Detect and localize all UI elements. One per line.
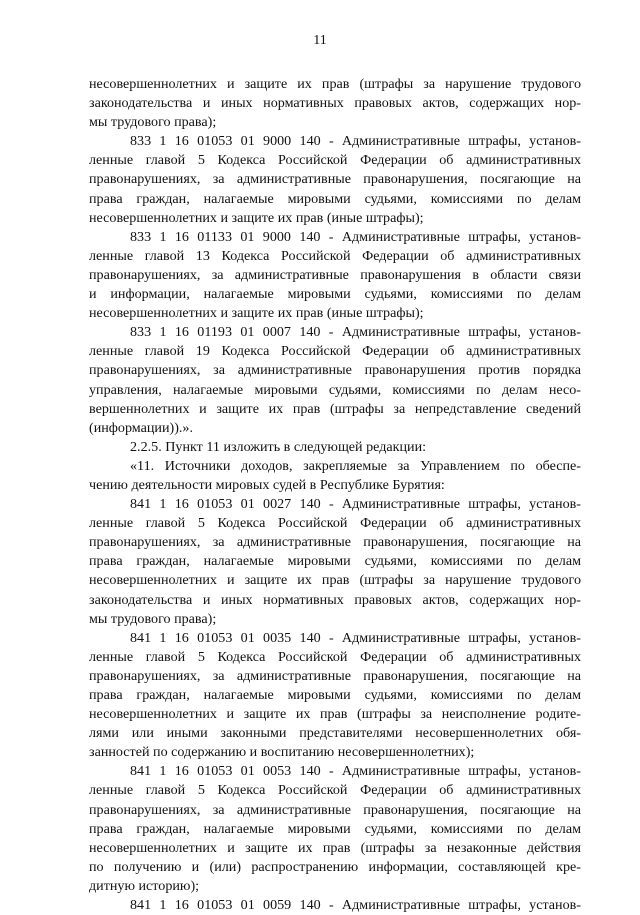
text-line: права граждан, налагаемые мировыми судьями, комиссиями по делам: [89, 553, 581, 570]
text-line: несовершеннолетних и защите их прав (штрафы за нарушение трудового: [89, 572, 581, 589]
text-line: права граждан, налагаемые мировыми судьями, комиссиями по делам: [89, 190, 581, 207]
text-line: 841 1 16 01053 01 0059 140 - Административные штрафы, установ-: [130, 897, 581, 914]
text-line: правонарушениях, за административные правонарушения, посягающие на: [89, 801, 581, 818]
text-line: 841 1 16 01053 01 0053 140 - Административные штрафы, установ-: [130, 763, 581, 780]
text-line: мы трудового права);: [89, 114, 217, 131]
text-line: дитную историю);: [89, 877, 200, 894]
text-line: несовершеннолетних и защите их прав (штрафы за нарушение трудового: [89, 76, 581, 92]
text-line: 833 1 16 01193 01 0007 140 - Административные штрафы, установ-: [130, 324, 581, 341]
text-line: 833 1 16 01053 01 9000 140 - Административные штрафы, установ-: [130, 133, 581, 150]
text-line: ленные главой 5 Кодекса Российской Федерации об административных: [89, 782, 581, 799]
text-line: ленные главой 5 Кодекса Российской Федерации об административных: [89, 648, 581, 665]
text-line: правонарушениях, за административные правонарушения, посягающие на: [89, 667, 581, 684]
text-line: вершеннолетних и защите их прав (штрафы за непредставление сведений: [89, 400, 581, 417]
text-line: мы трудового права);: [89, 610, 217, 627]
text-line: (информации)).».: [89, 419, 193, 436]
text-line: несовершеннолетних и защите их прав (иные штрафы);: [89, 305, 424, 322]
text-line: по получению и (или) распространению информации, составляющей кре-: [89, 858, 581, 875]
text-line: ленные главой 13 Кодекса Российской Федерации об административных: [89, 247, 581, 264]
text-line: правонарушениях, за административные правонарушения, посягающие на: [89, 171, 581, 188]
text-line: права граждан, налагаемые мировыми судьями, комиссиями по делам: [89, 820, 581, 837]
text-line: несовершеннолетних и защите их прав (штрафы за неисполнение родите-: [89, 706, 581, 723]
text-line: чению деятельности мировых судей в Республике Бурятия:: [89, 476, 445, 493]
text-line: 841 1 16 01053 01 0027 140 - Административные штрафы, установ-: [130, 496, 581, 513]
text-line: права граждан, налагаемые мировыми судьями, комиссиями по делам: [89, 687, 581, 703]
text-line: несовершеннолетних и защите их прав (штрафы за незаконные действия: [89, 839, 581, 856]
text-line: управления, налагаемые мировыми судьями, комиссиями по делам несо-: [89, 381, 581, 398]
body-text: [89, 75, 581, 915]
page-number: 11: [313, 33, 327, 48]
text-line: 833 1 16 01133 01 9000 140 - Административные штрафы, установ-: [130, 228, 581, 245]
text-line: несовершеннолетних и защите их прав (иные штрафы);: [89, 209, 424, 226]
text-line: занностей по содержанию и воспитанию несовершеннолетних);: [89, 744, 475, 761]
text-line: 2.2.5. Пункт 11 изложить в следующей редакции:: [130, 438, 427, 455]
text-line: лями или иными законными представителями несовершеннолетних обя-: [89, 725, 581, 742]
text-line: ленные главой 19 Кодекса Российской Федерации об административных: [89, 343, 581, 360]
text-line: правонарушениях, за административные правонарушения против порядка: [89, 362, 581, 379]
text-line: ленные главой 5 Кодекса Российской Федерации об административных: [89, 515, 581, 532]
text-line: ленные главой 5 Кодекса Российской Федерации об административных: [89, 152, 581, 169]
text-line: законодательства и иных нормативных правовых актов, содержащих нор-: [89, 95, 581, 112]
text-line: и информации, налагаемые мировыми судьями, комиссиями по делам: [89, 286, 581, 303]
text-line: правонарушениях, за административные правонарушения в области связи: [89, 266, 581, 283]
text-line: законодательства и иных нормативных правовых актов, содержащих нор-: [89, 591, 581, 608]
text-line: «11. Источники доходов, закрепляемые за Управлением по обеспе-: [130, 457, 581, 474]
text-line: правонарушениях, за административные правонарушения, посягающие на: [89, 534, 581, 551]
text-line: 841 1 16 01053 01 0035 140 - Административные штрафы, установ-: [130, 629, 581, 646]
